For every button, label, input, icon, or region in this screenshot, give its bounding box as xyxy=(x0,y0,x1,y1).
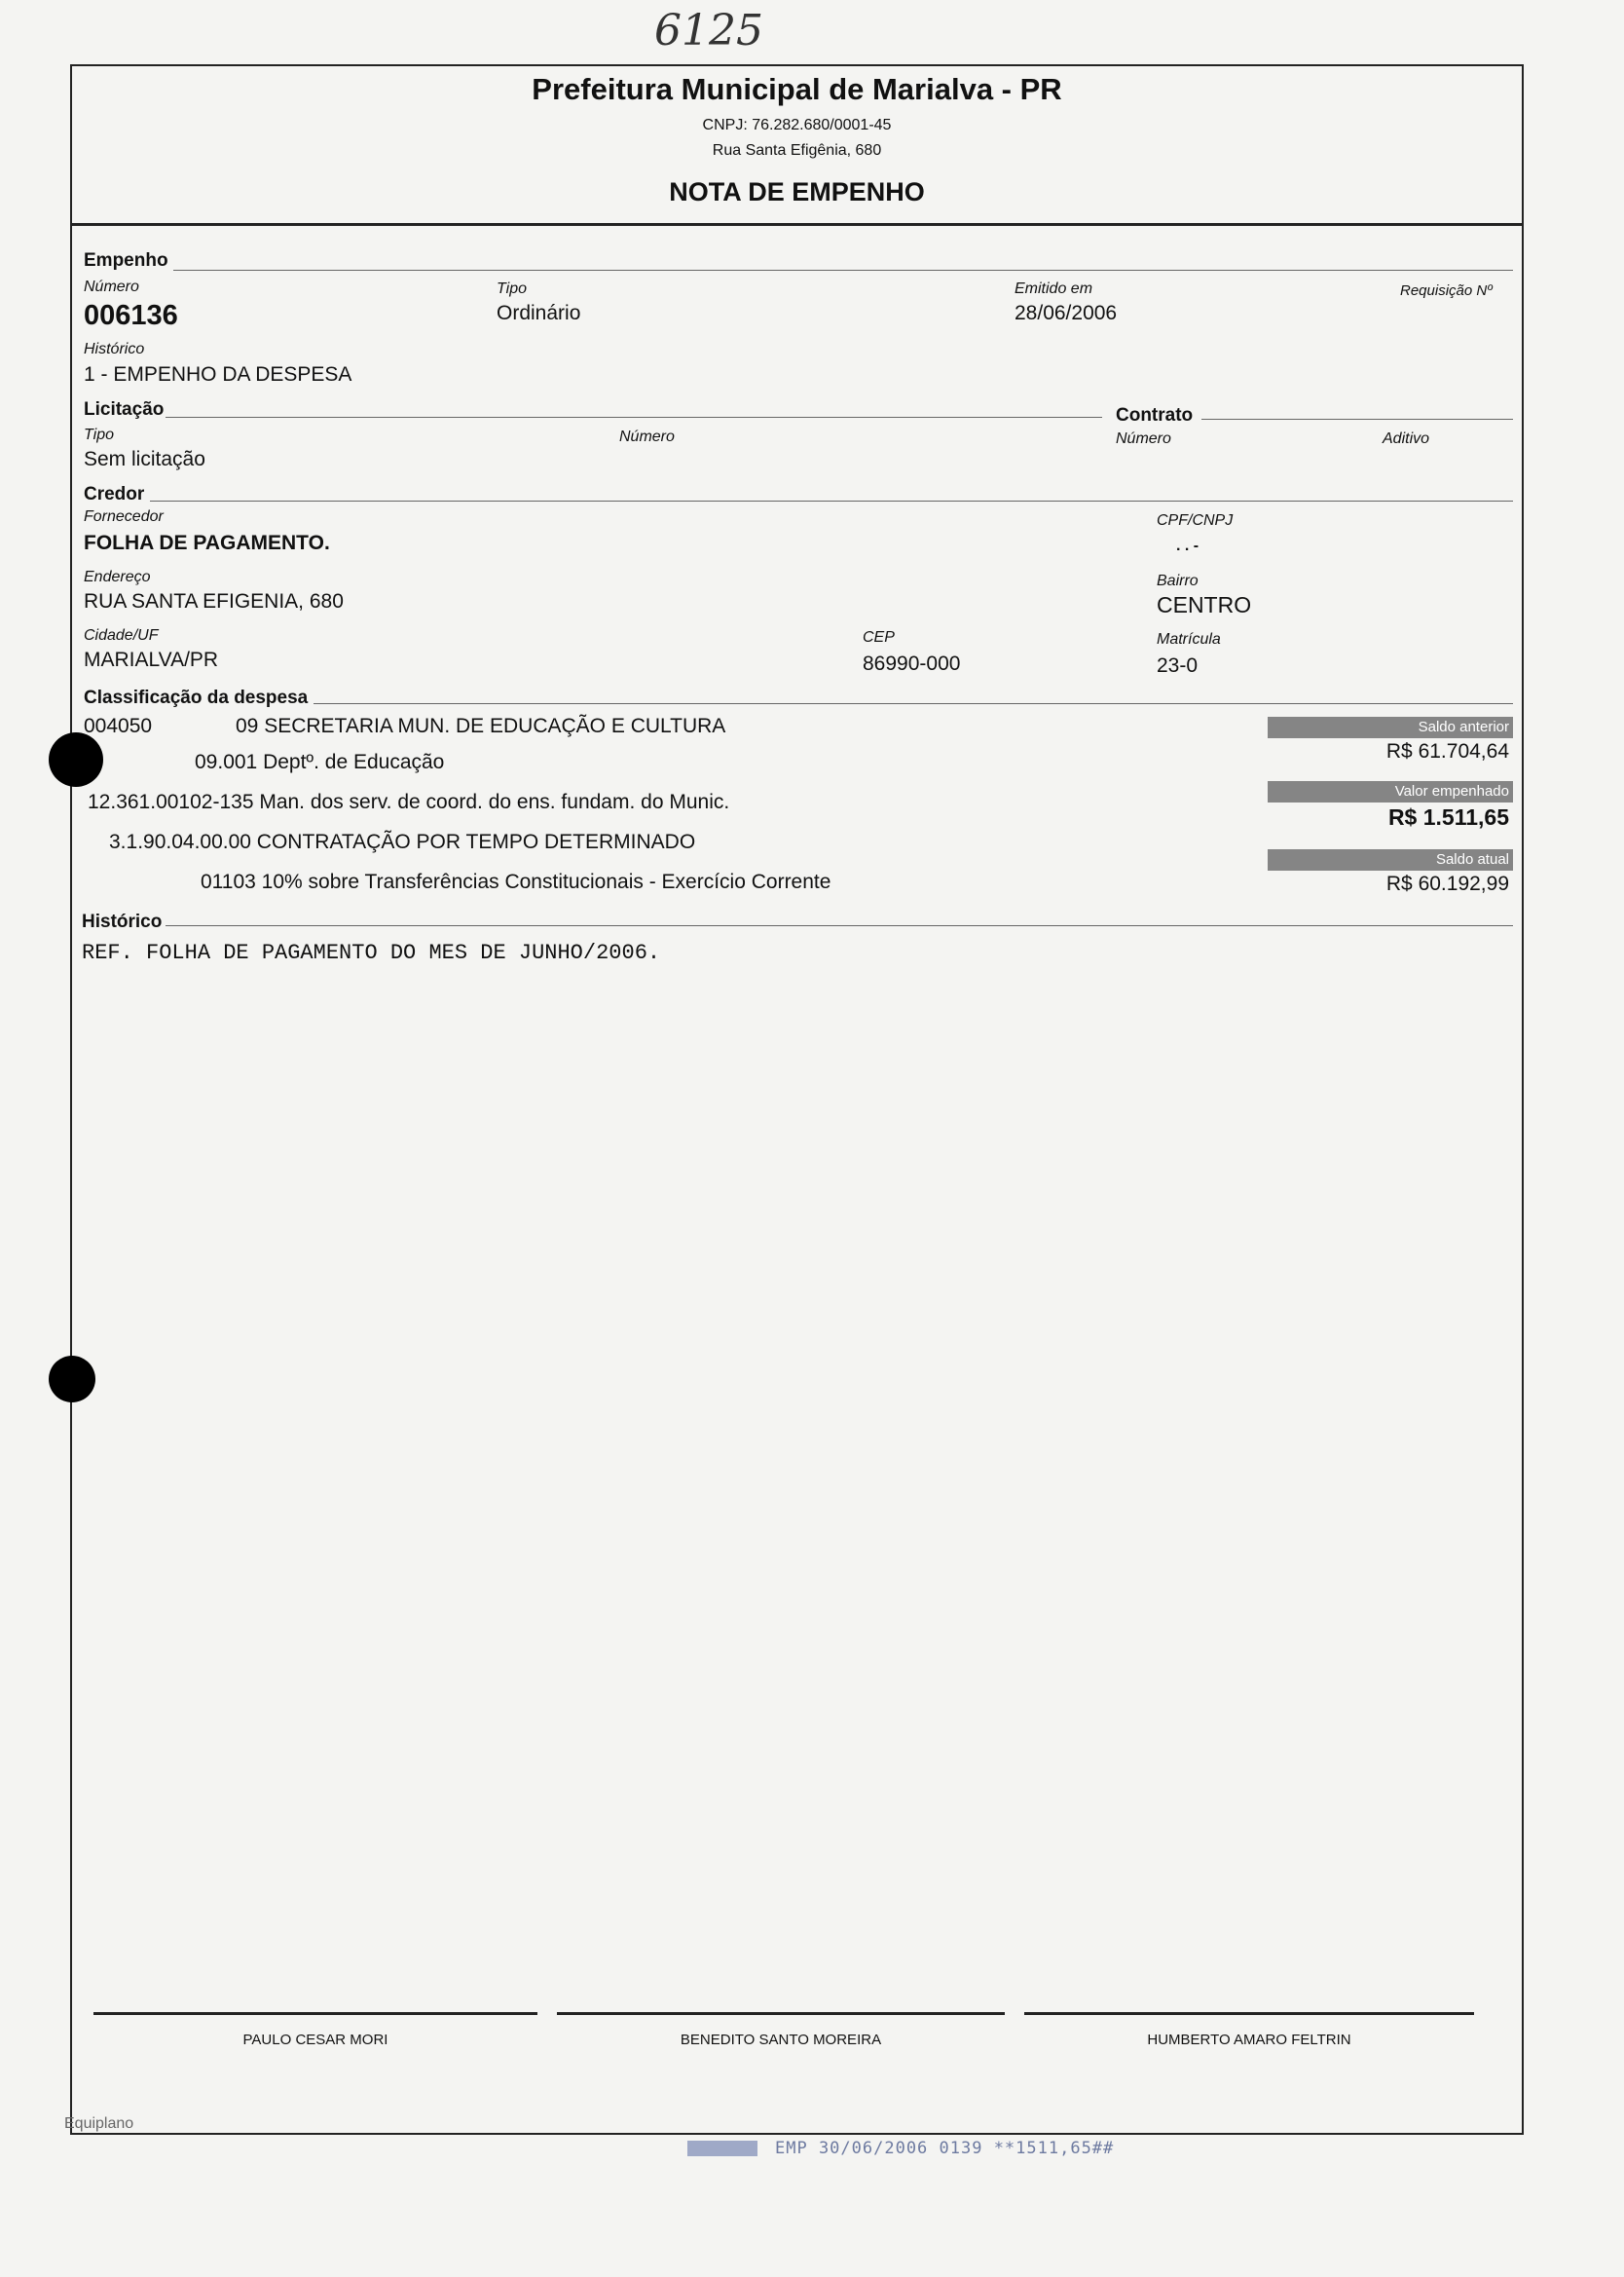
signature-line-2 xyxy=(557,2012,1005,2015)
signature-name-1: PAULO CESAR MORI xyxy=(242,2032,388,2048)
municipality-title: Prefeitura Municipal de Marialva - PR xyxy=(532,72,1062,106)
cep-label: CEP xyxy=(863,629,895,646)
cpf-value: . . - xyxy=(1176,538,1200,554)
requisicao-label: Requisição Nº xyxy=(1400,282,1493,299)
licitacao-tipo: Sem licitação xyxy=(84,448,205,470)
emitido-label: Emitido em xyxy=(1015,280,1093,297)
section-licitacao: Licitação xyxy=(84,399,165,420)
document-title: NOTA DE EMPENHO xyxy=(669,177,925,206)
licitacao-numero-label: Número xyxy=(619,429,675,445)
valor-empenhado-value: R$ 1.511,65 xyxy=(1387,804,1509,830)
empenho-historico-label: Histórico xyxy=(84,341,145,357)
matricula-label: Matrícula xyxy=(1157,631,1221,648)
section-credor-rule xyxy=(150,501,1513,502)
software-label: Equiplano xyxy=(64,2115,134,2132)
cidade-value: MARIALVA/PR xyxy=(84,649,219,671)
signature-name-3: HUMBERTO AMARO FELTRIN xyxy=(1147,2032,1351,2048)
empenho-numero: 006136 xyxy=(84,300,178,331)
section-licitacao-rule xyxy=(166,417,1102,418)
cpf-label: CPF/CNPJ xyxy=(1157,512,1234,529)
signature-line-3 xyxy=(1024,2012,1474,2015)
section-empenho-rule xyxy=(173,270,1513,271)
section-historico: Histórico xyxy=(82,912,163,932)
matricula-value: 23-0 xyxy=(1157,654,1199,677)
saldo-atual-value: R$ 60.192,99 xyxy=(1385,873,1509,895)
classificacao-elemento: 3.1.90.04.00.00 CONTRATAÇÃO POR TEMPO DETERMINADO xyxy=(109,831,696,853)
classificacao-funcional: 12.361.00102-135 Man. dos serv. de coord. do ens. fundam. do Munic. xyxy=(88,791,730,813)
fornecedor-label: Fornecedor xyxy=(84,508,164,525)
empenho-historico: 1 - EMPENHO DA DESPESA xyxy=(84,363,352,386)
endereco-label: Endereço xyxy=(84,569,151,585)
machine-stamp: EMP 30/06/2006 0139 **1511,65## xyxy=(775,2139,1115,2158)
cep-value: 86990-000 xyxy=(863,653,961,675)
cnpj-text: CNPJ: 76.282.680/0001-45 xyxy=(702,117,892,133)
section-credor: Credor xyxy=(84,484,145,504)
classificacao-orgao: 09 SECRETARIA MUN. DE EDUCAÇÃO E CULTURA xyxy=(236,715,726,737)
fornecedor-value: FOLHA DE PAGAMENTO. xyxy=(84,532,330,554)
section-empenho: Empenho xyxy=(84,250,168,271)
classificacao-unidade: 09.001 Deptº. de Educação xyxy=(195,751,445,773)
punch-hole-bottom xyxy=(49,1356,95,1402)
cidade-label: Cidade/UF xyxy=(84,627,159,644)
empenho-tipo-label: Tipo xyxy=(497,280,527,297)
section-contrato: Contrato xyxy=(1116,405,1194,426)
section-contrato-rule xyxy=(1201,419,1513,420)
bairro-value: CENTRO xyxy=(1157,592,1252,617)
section-classificacao-rule xyxy=(314,703,1513,704)
contrato-numero-label: Número xyxy=(1116,430,1171,447)
emitido-date: 28/06/2006 xyxy=(1015,302,1118,324)
section-classificacao: Classificação da despesa xyxy=(84,688,309,708)
signature-name-2: BENEDITO SANTO MOREIRA xyxy=(680,2032,882,2048)
classificacao-recurso: 01103 10% sobre Transferências Constitucionais - Exercício Corrente xyxy=(201,871,831,893)
saldo-anterior-value: R$ 61.704,64 xyxy=(1385,740,1509,763)
licitacao-tipo-label: Tipo xyxy=(84,427,114,443)
signature-line-1 xyxy=(93,2012,537,2015)
bairro-label: Bairro xyxy=(1157,573,1199,589)
section-historico-rule xyxy=(166,925,1513,926)
endereco-value: RUA SANTA EFIGENIA, 680 xyxy=(84,590,344,613)
punch-hole-top xyxy=(49,732,103,787)
contrato-aditivo-label: Aditivo xyxy=(1383,430,1430,447)
historico-text: REF. FOLHA DE PAGAMENTO DO MES DE JUNHO/2006. xyxy=(82,941,661,965)
handwritten-number: 6125 xyxy=(654,6,763,56)
empenho-tipo: Ordinário xyxy=(497,302,581,324)
empenho-numero-label: Número xyxy=(84,279,139,295)
saldo-atual-label: Saldo atual xyxy=(1268,849,1513,871)
address-text: Rua Santa Efigênia, 680 xyxy=(712,142,882,159)
classificacao-code: 004050 xyxy=(84,715,153,737)
saldo-anterior-label: Saldo anterior xyxy=(1268,717,1513,738)
valor-empenhado-label: Valor empenhado xyxy=(1268,781,1513,803)
stamp-logo xyxy=(687,2141,757,2156)
